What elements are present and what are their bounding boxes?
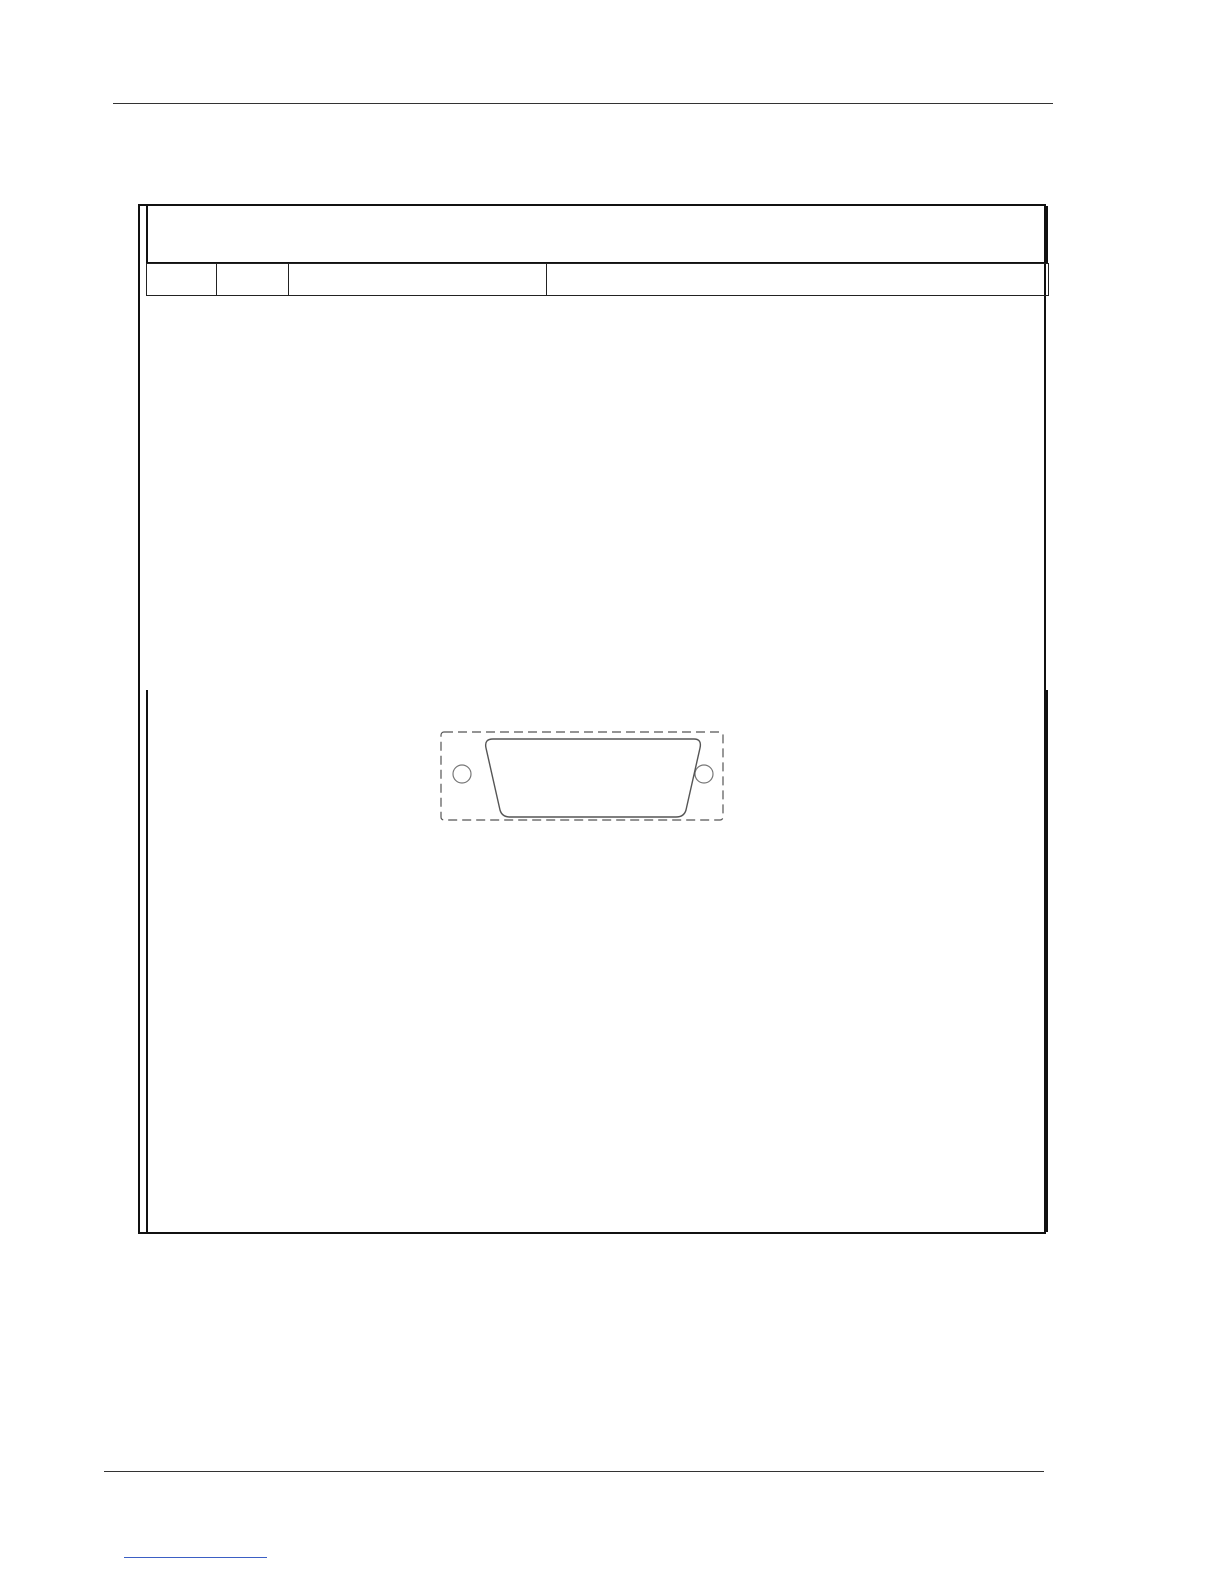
header-rule [113, 103, 1053, 104]
pinout-table [146, 263, 1049, 296]
column-header-pin [147, 264, 217, 296]
connector-shell [486, 739, 701, 817]
db15-connector-diagram [438, 724, 730, 828]
bottom-mark [124, 1557, 267, 1558]
table-header-row [147, 264, 1049, 296]
right-mounting-hole [695, 765, 713, 783]
column-header-function [547, 264, 1049, 296]
column-header-io [217, 264, 289, 296]
footer-rule [104, 1471, 1044, 1472]
column-header-connection [289, 264, 547, 296]
left-mounting-hole [453, 765, 471, 783]
connector-flange-outline [441, 732, 723, 820]
caption-box [146, 206, 1048, 264]
